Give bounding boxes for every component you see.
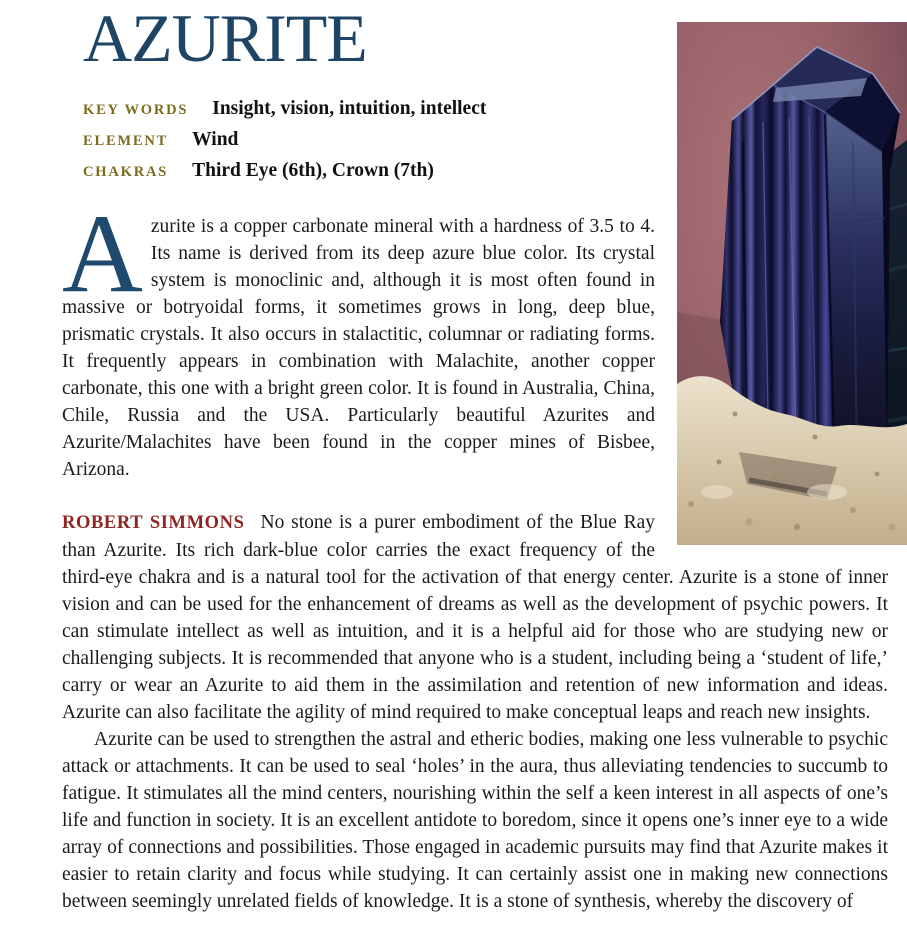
keywords-label: KEY WORDS (83, 102, 189, 118)
keywords-value: Insight, vision, intuition, intellect (212, 98, 487, 119)
intro-text: zurite is a copper carbonate mineral with a hardness of 3.5 to 4. Its name is derived from its deep azure blue color. Its crystal system is monoclinic and, although it is most often found in massive or botryoidal forms, it sometimes grows in long, deep blue, prismatic crystals. It also occurs in stalactitic, columnar or radiating forms. It frequently appears in combination with Malachite, another copper carbonate, this one with a bright green color. It is found in Australia, China, Chile, Russia and the USA. Particularly beautiful Azurites and Azurite/Malachites have been found in the copper mines of Bisbee, Arizona. (62, 216, 655, 480)
drop-cap: A (62, 192, 143, 316)
continuation-paragraph: Azurite can be used to strengthen the astral and etheric bodies, making one less vulnerable to psychic attack or attachments. It can be used to seal ‘holes’ in the aura, thus alleviating tendencies to succumb to fatigue. It stimulates all the mind centers, nourishing within the self a keen interest in all aspects of one’s life and function in society. It is an excellent antidote to boredom, since it opens one’s inner eye to a wide array of connections and possibilities. Those engaged in academic pursuits may find that Azurite makes it easier to retain clarity and focus while studying. It can certainly assist one in making new connections between seemingly unrelated fields of knowledge. It is a stone of synthesis, whereby the discovery of (62, 729, 888, 912)
simmons-text: No stone is a purer embodiment of the Blue Ray than Azurite. Its rich dark-blue color carries the exact frequency of the third-eye chakra and is a natural tool for the activation of that energy center. Azurite is a stone of inner vision and can be used for the enhancement of dreams as well as the development of psychic powers. It can stimulate intellect as well as intuition, and it is a helpful aid for those who are studying new or challenging subjects. It is recommended that anyone who is a student, including being a ‘student of life,’ carry or wear an Azurite to aid them in the assimilation and retention of new information and ideas. Azurite can also facilitate the agility of mind required to make conceptual leaps and reach new insights. (62, 512, 888, 723)
azurite-photo (677, 22, 907, 545)
element-value: Wind (192, 129, 239, 150)
azurite-photo-illustration (677, 22, 907, 545)
page-title: AZURITE (83, 0, 367, 76)
author-name: ROBERT SIMMONS (62, 513, 245, 533)
element-label: ELEMENT (83, 133, 169, 149)
chakras-value: Third Eye (6th), Crown (7th) (192, 160, 434, 181)
chakras-label: CHAKRAS (83, 164, 169, 180)
